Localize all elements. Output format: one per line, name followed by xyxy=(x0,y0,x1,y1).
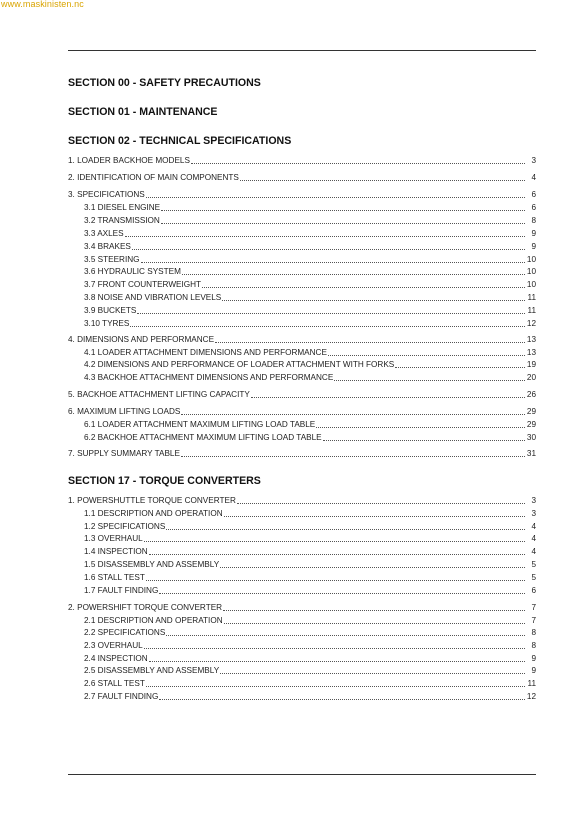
toc-entry[interactable] xyxy=(84,571,536,583)
toc-leader-dots xyxy=(181,404,525,415)
toc-leader-dots xyxy=(159,583,525,594)
toc-entry[interactable] xyxy=(84,265,536,277)
toc-leader-dots xyxy=(334,370,525,381)
toc-leader-dots xyxy=(144,638,525,649)
toc-entry-page: 12 xyxy=(526,319,536,328)
toc-entry-page: 5 xyxy=(531,560,536,569)
toc-entry[interactable] xyxy=(84,304,536,316)
toc-entry[interactable] xyxy=(84,584,536,596)
toc-entry-label: 1.1 DESCRIPTION AND OPERATION xyxy=(84,509,223,518)
toc-entry-page: 26 xyxy=(526,390,536,399)
toc-entry-page: 8 xyxy=(531,628,536,637)
toc-entry-page: 3 xyxy=(531,496,536,505)
toc-leader-dots xyxy=(181,446,525,457)
toc-entry-label: 5. BACKHOE ATTACHMENT LIFTING CAPACITY xyxy=(68,390,250,399)
toc-entry[interactable] xyxy=(84,507,536,519)
toc-entry-page: 29 xyxy=(526,420,536,429)
toc-leader-dots xyxy=(166,519,525,530)
toc-leader-dots xyxy=(240,170,525,181)
toc-entry-label: 3.10 TYRES xyxy=(84,319,130,328)
toc-entry[interactable] xyxy=(68,447,536,459)
section-title-17: SECTION 17 - TORQUE CONVERTERS xyxy=(68,475,261,487)
toc-entry[interactable] xyxy=(68,388,536,400)
toc-entry-page: 11 xyxy=(527,306,536,315)
toc-leader-dots xyxy=(224,506,525,517)
toc-entry-page: 10 xyxy=(526,255,536,264)
toc-entry-label: 2. POWERSHIFT TORQUE CONVERTER xyxy=(68,603,223,612)
toc-leader-dots xyxy=(202,277,525,288)
toc-entry-label: 2.6 STALL TEST xyxy=(84,679,145,688)
toc-entry-page: 12 xyxy=(526,692,536,701)
toc-entry-label: 1.6 STALL TEST xyxy=(84,573,145,582)
toc-entry-page: 10 xyxy=(526,267,536,276)
toc-entry[interactable] xyxy=(68,154,536,166)
toc-entry-page: 6 xyxy=(531,190,536,199)
toc-entry-label: 3.2 TRANSMISSION xyxy=(84,216,160,225)
toc-leader-dots xyxy=(251,387,525,398)
toc-entry[interactable] xyxy=(68,333,536,345)
toc-leader-dots xyxy=(132,239,525,250)
toc-entry-label: 4.1 LOADER ATTACHMENT DIMENSIONS AND PERFORMANCE xyxy=(84,348,327,357)
toc-entry-label: 1.3 OVERHAUL xyxy=(84,534,143,543)
toc-entry-page: 13 xyxy=(526,335,536,344)
toc-leader-dots xyxy=(149,544,525,555)
toc-entry-label: 3.1 DIESEL ENGINE xyxy=(84,203,161,212)
toc-entry-label: 1.7 FAULT FINDING xyxy=(84,586,159,595)
toc-leader-dots xyxy=(182,264,525,275)
toc-entry-label: 2.1 DESCRIPTION AND OPERATION xyxy=(84,616,223,625)
toc-entry-page: 4 xyxy=(531,173,536,182)
toc-leader-dots xyxy=(220,663,525,674)
toc-entry[interactable] xyxy=(84,626,536,638)
toc-entry-label: 3. SPECIFICATIONS xyxy=(68,190,145,199)
toc-leader-dots xyxy=(159,689,525,700)
toc-leader-dots xyxy=(395,357,525,368)
toc-leader-dots xyxy=(146,570,525,581)
toc-entry[interactable] xyxy=(84,227,536,239)
toc-entry-label: 3.8 NOISE AND VIBRATION LEVELS xyxy=(84,293,222,302)
toc-entry[interactable] xyxy=(68,601,536,613)
toc-entry[interactable] xyxy=(84,317,536,329)
toc-entry[interactable] xyxy=(84,371,536,383)
toc-entry-page: 9 xyxy=(531,229,536,238)
toc-entry-page: 8 xyxy=(531,641,536,650)
toc-entry-label: 3.7 FRONT COUNTERWEIGHT xyxy=(84,280,202,289)
toc-entry[interactable] xyxy=(84,358,536,370)
toc-entry-page: 19 xyxy=(526,360,536,369)
toc-entry-page: 20 xyxy=(526,373,536,382)
toc-entry[interactable] xyxy=(84,545,536,557)
section-title-02: SECTION 02 - TECHNICAL SPECIFICATIONS xyxy=(68,135,292,147)
toc-leader-dots xyxy=(215,332,525,343)
toc-entry-label: 1.5 DISASSEMBLY AND ASSEMBLY xyxy=(84,560,220,569)
toc-entry-page: 4 xyxy=(531,522,536,531)
toc-entry[interactable] xyxy=(68,405,536,417)
toc-entry-label: 2.3 OVERHAUL xyxy=(84,641,143,650)
toc-entry-page: 5 xyxy=(531,573,536,582)
toc-entry-label: 3.5 STEERING xyxy=(84,255,140,264)
toc-leader-dots xyxy=(161,200,525,211)
toc-entry-page: 3 xyxy=(531,509,536,518)
toc-entry-label: 6.1 LOADER ATTACHMENT MAXIMUM LIFTING LOAD TABLE xyxy=(84,420,316,429)
toc-entry-page: 6 xyxy=(531,586,536,595)
toc-entry[interactable] xyxy=(84,291,536,303)
toc-leader-dots xyxy=(125,226,525,237)
toc-entry-label: 3.9 BUCKETS xyxy=(84,306,137,315)
toc-entry[interactable] xyxy=(84,532,536,544)
toc-entry-page: 9 xyxy=(531,242,536,251)
toc-leader-dots xyxy=(222,290,525,301)
toc-leader-dots xyxy=(144,531,525,542)
toc-entry-page: 8 xyxy=(531,216,536,225)
toc-entry[interactable] xyxy=(84,278,536,290)
toc-entry-label: 1.2 SPECIFICATIONS xyxy=(84,522,166,531)
toc-entry-label: 4.2 DIMENSIONS AND PERFORMANCE OF LOADER ATTACHMENT WITH FORKS xyxy=(84,360,395,369)
toc-leader-dots xyxy=(223,600,525,611)
toc-entry-label: 1. LOADER BACKHOE MODELS xyxy=(68,156,190,165)
toc-leader-dots xyxy=(328,345,525,356)
toc-entry-page: 31 xyxy=(526,449,536,458)
toc-entry-label: 6.2 BACKHOE ATTACHMENT MAXIMUM LIFTING LOAD TABLE xyxy=(84,433,322,442)
toc-leader-dots xyxy=(149,651,525,662)
toc-entry-label: 2.7 FAULT FINDING xyxy=(84,692,159,701)
toc-entry-label: 2.5 DISASSEMBLY AND ASSEMBLY xyxy=(84,666,220,675)
toc-entry[interactable] xyxy=(84,690,536,702)
toc-entry-page: 9 xyxy=(531,666,536,675)
toc-entry-label: 2. IDENTIFICATION OF MAIN COMPONENTS xyxy=(68,173,239,182)
toc-entry[interactable] xyxy=(84,677,536,689)
toc-entry-page: 7 xyxy=(531,603,536,612)
header-rule xyxy=(68,50,536,51)
toc-entry-label: 4.3 BACKHOE ATTACHMENT DIMENSIONS AND PERFORMANCE xyxy=(84,373,334,382)
toc-entry[interactable] xyxy=(84,240,536,252)
toc-entry-label: 1.4 INSPECTION xyxy=(84,547,148,556)
toc-entry[interactable] xyxy=(84,664,536,676)
toc-leader-dots xyxy=(237,493,525,504)
toc-entry[interactable] xyxy=(84,214,536,226)
toc-entry[interactable] xyxy=(68,171,536,183)
toc-entry[interactable] xyxy=(84,431,536,443)
toc-entry-page: 11 xyxy=(527,293,536,302)
toc-leader-dots xyxy=(137,303,525,314)
toc-entry[interactable] xyxy=(68,188,536,200)
toc-entry-page: 9 xyxy=(531,654,536,663)
toc-entry[interactable] xyxy=(84,418,536,430)
toc-entry-label: 3.4 BRAKES xyxy=(84,242,131,251)
toc-entry-label: 4. DIMENSIONS AND PERFORMANCE xyxy=(68,335,215,344)
toc-entry-page: 3 xyxy=(531,156,536,165)
toc-entry[interactable] xyxy=(84,639,536,651)
toc-leader-dots xyxy=(316,417,525,428)
toc-entry-page: 4 xyxy=(531,547,536,556)
toc-entry-page: 6 xyxy=(531,203,536,212)
toc-entry[interactable] xyxy=(68,494,536,506)
toc-entry-page: 11 xyxy=(527,679,536,688)
toc-entry-label: 3.6 HYDRAULIC SYSTEM xyxy=(84,267,181,276)
toc-entry-page: 13 xyxy=(526,348,536,357)
toc-entry-label: 3.3 AXLES xyxy=(84,229,124,238)
toc-leader-dots xyxy=(166,625,525,636)
toc-entry-label: 1. POWERSHUTTLE TORQUE CONVERTER xyxy=(68,496,236,505)
toc-entry-page: 30 xyxy=(526,433,536,442)
toc-entry-label: 2.4 INSPECTION xyxy=(84,654,148,663)
toc-entry[interactable] xyxy=(84,201,536,213)
section-title-00: SECTION 00 - SAFETY PRECAUTIONS xyxy=(68,77,261,89)
toc-entry-label: 7. SUPPLY SUMMARY TABLE xyxy=(68,449,180,458)
toc-entry-page: 7 xyxy=(531,616,536,625)
toc-leader-dots xyxy=(141,252,525,263)
watermark-text: www.maskinisten.nc xyxy=(1,0,84,9)
toc-leader-dots xyxy=(220,557,525,568)
toc-entry-label: 2.2 SPECIFICATIONS xyxy=(84,628,166,637)
toc-leader-dots xyxy=(323,430,525,441)
toc-entry-page: 4 xyxy=(531,534,536,543)
toc-entry-label: 6. MAXIMUM LIFTING LOADS xyxy=(68,407,181,416)
toc-leader-dots xyxy=(146,676,525,687)
toc-leader-dots xyxy=(191,153,525,164)
section-title-01: SECTION 01 - MAINTENANCE xyxy=(68,106,218,118)
toc-leader-dots xyxy=(224,613,525,624)
toc-leader-dots xyxy=(146,187,525,198)
toc-leader-dots xyxy=(161,213,525,224)
toc-entry-page: 10 xyxy=(526,280,536,289)
toc-entry-page: 29 xyxy=(526,407,536,416)
toc-leader-dots xyxy=(130,316,525,327)
toc-entry[interactable] xyxy=(84,558,536,570)
footer-rule xyxy=(68,774,536,775)
